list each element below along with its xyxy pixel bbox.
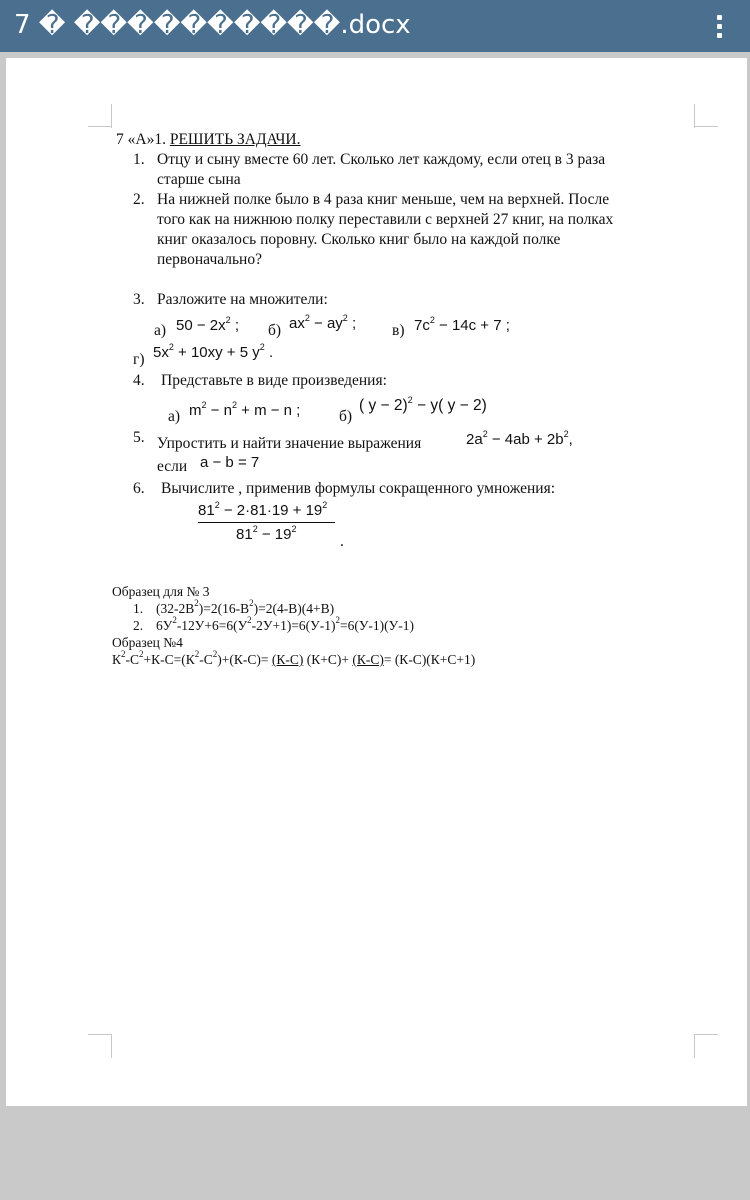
more-vert-icon[interactable] [708,12,730,42]
problem-2-line: того как на нижнюю полку переставили с верхней 27 книг, на полках [157,211,614,228]
problem-3-b-label: б) [268,322,282,339]
crop-mark [88,1034,112,1035]
problem-4-b-label: б) [339,408,353,425]
problem-2-line: книг оказалось поровну. Сколько книг было на каждой полке [157,231,561,248]
crop-mark [694,1034,718,1035]
problem-1-line: Отцу и сыну вместе 60 лет. Сколько лет каждому, если отец в 3 раза [157,151,606,168]
sample-4-solution: $К^2-С^2+К-С=(К^2-С^2)+(К-С)= (К-С)$ (К+С)+ (К-С)= (К-С)(К+С+1) [112,649,476,667]
problem-3-v-label: в) [392,322,405,339]
problem-5-text: Упростить и найти значение выражения [157,435,422,452]
crop-mark [694,126,718,127]
sample-3-item: $6У^2-12У+6=6(У^2-2У+1)=6(У-1)^2=6(У-1)(У-1)$ [156,615,414,633]
problem-2-line: первоначально? [157,251,262,268]
problem-3-number: 3. [133,291,145,308]
problem-4-a-expression: $m^2 - n^2 + m - n$ ; [189,400,301,419]
heading: РЕШИТЬ ЗАДАЧИ. [169,131,301,148]
problem-3-text: Разложите на множители: [157,291,328,308]
problem-4-text: Представьте в виде произведения: [161,372,387,389]
fraction-numerator: $81^2 - 2\cdot 81\cdot 19 + 19^2$ [198,500,328,519]
class-label: 7 «А»1. [116,131,166,148]
problem-1-line: старше сына [157,171,241,188]
problem-3-a-label: а) [154,322,167,339]
problem-2-number: 2. [133,191,145,208]
problem-5-number: 5. [133,429,145,446]
problem-5-condition: a − b = 7 [200,454,260,471]
problem-3-b-expression: $ax^2 - ay^2$ ; [289,313,357,332]
worksheet-header [116,130,301,150]
crop-mark [111,1034,112,1058]
fraction-denominator: $81^2 - 19^2$ [236,524,297,543]
problem-3-g-expression: $5x^2 + 10xy + 5$ $y^2$ . [153,342,274,361]
problem-3-g-label: г) [133,351,145,368]
problem-4-number: 4. [133,372,145,389]
crop-mark [88,126,112,127]
fraction-bar [198,522,335,523]
problem-3-a-expression: $50 - 2x^2$ ; [176,315,239,334]
sample-3-item-number: 1. [133,601,144,616]
problem-3-v-expression: $7c^2 - 14c + 7$ ; [414,315,510,334]
app-bar [0,0,750,52]
sample-3-item: $(32-2В^2)=2(16-В^2)=2(4-В)(4+В)$ [156,598,335,616]
sample-4-title: Образец №4 [112,635,183,650]
crop-mark [694,104,695,128]
problem-6-number: 6. [133,480,145,497]
problem-5-expression: $2a^2 - 4ab + 2b^2$, [466,429,573,448]
document-page[interactable] [6,58,747,1106]
problem-4-b-expression: ( y − 2)$^2$ − y( y − 2) [359,395,487,414]
crop-mark [694,1034,695,1058]
crop-mark [111,104,112,128]
problem-6-text: Вычислите , применив формулы сокращенного умножения: [161,480,556,497]
problem-4-a-label: а) [168,408,181,425]
sample-3-item-number: 2. [133,618,144,633]
problem-1-number: 1. [133,151,145,168]
problem-2-line: На нижней полке было в 4 раза книг меньше, чем на верхней. После [157,191,610,208]
problem-5-condition-label: если [157,458,188,475]
document-title: 7 � ����������.docx [14,10,411,40]
sample-3-title: Образец для № 3 [112,584,210,599]
fraction-period: . [340,533,344,550]
